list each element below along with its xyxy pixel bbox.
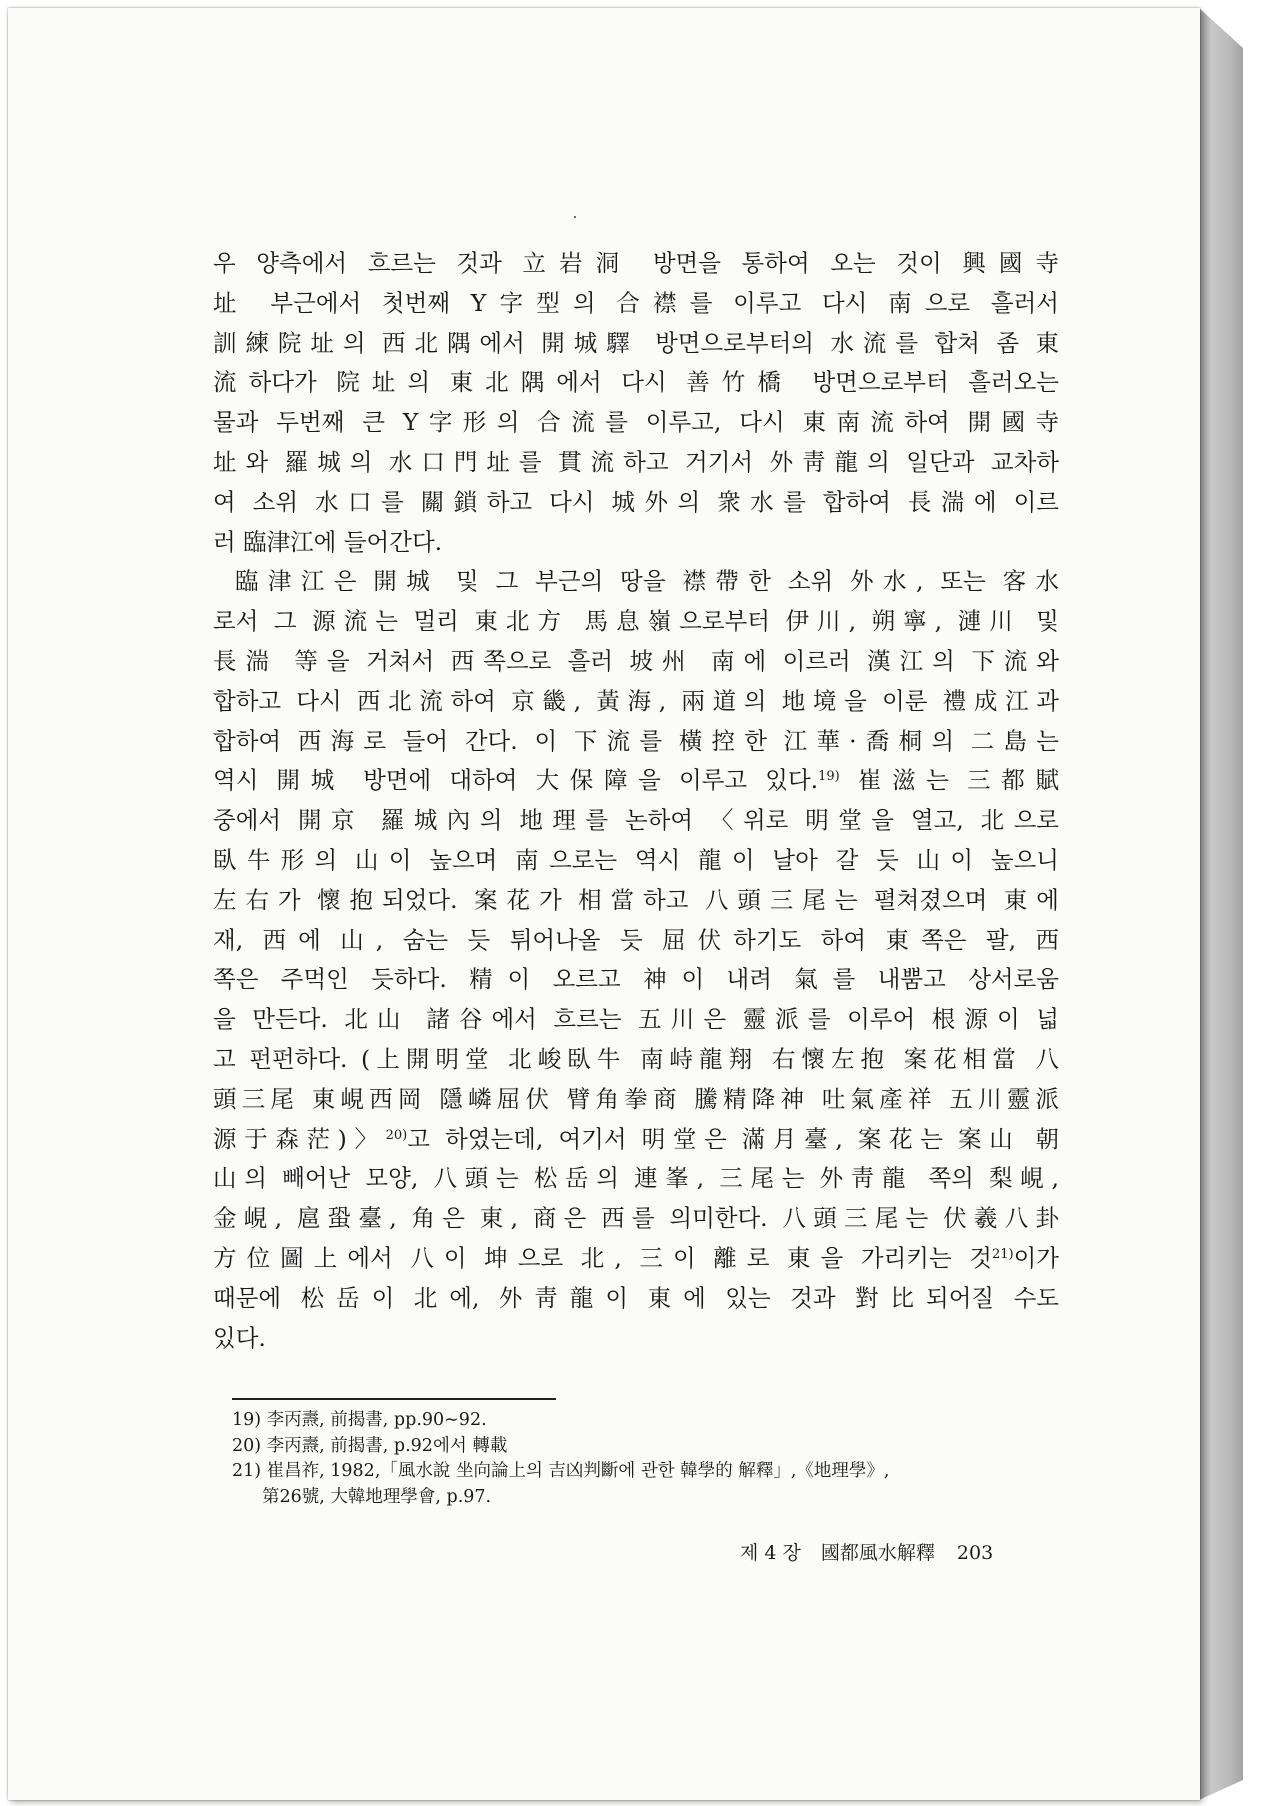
text-line: 재, 西에 山, 숨는 듯 튀어나올 듯 屈伏하기도 하여 東쪽은 팔, 西 <box>213 925 1059 954</box>
page-number: 203 <box>956 1542 994 1564</box>
text-line: 있다. <box>213 1323 266 1352</box>
footnotes <box>232 1408 1062 1510</box>
footnote-19: 19) 李丙燾, 前揭書, pp.90∼92. <box>232 1410 487 1430</box>
text-segment: 이가 <box>1013 1243 1059 1272</box>
text-line: 합하고 다시 西北流하여 京畿, 黃海, 兩道의 地境을 이룬 禮成江과 <box>213 686 1059 715</box>
text-line: 址 부근에서 첫번째 Y字型의 合襟를 이루고 다시 南으로 흘러서 <box>213 288 1059 317</box>
footnote-ref-20[interactable]: 20) <box>385 1127 408 1143</box>
text-line: 을 만든다. 北山 諸谷에서 흐르는 五川은 靈派를 이루어 根源이 넓 <box>213 1005 1059 1034</box>
book-page-edge <box>1199 8 1243 1800</box>
text-line: 여 소위 水口를 關鎖하고 다시 城外의 衆水를 합하여 長湍에 이르 <box>213 487 1059 516</box>
text-segment: 方位圖上에서 八이 坤으로 北, 三이 離로 東을 가리키는 것 <box>213 1243 992 1272</box>
chapter-label: 제 4 장 <box>740 1542 801 1564</box>
text-line: 頭三尾 東峴西岡 隱嶙屈伏 臂角拳商 騰精降神 吐氣產祥 五川靈派 <box>213 1084 1059 1113</box>
paragraph-2 <box>213 562 1059 1358</box>
text-line: 左右가 懷抱되었다. 案花가 相當하고 八頭三尾는 펼쳐졌으며 東에 <box>213 885 1059 914</box>
text-line: 址와 羅城의 水口門址를 貫流하고 거기서 外靑龍의 일단과 교차하 <box>213 447 1059 476</box>
text-line-with-footnote <box>213 1239 1059 1279</box>
text-line-with-footnote <box>213 761 1059 801</box>
text-line: 로서 그 源流는 멀리 東北方 馬息嶺으로부터 伊川, 朔寧, 漣川 및 <box>213 607 1059 636</box>
footnote-divider <box>232 1398 556 1400</box>
chapter-title: 國都風水解釋 <box>820 1542 935 1564</box>
text-line: 합하여 西海로 들어 간다. 이 下流를 橫控한 江華·喬桐의 二島는 <box>213 726 1059 755</box>
text-segment: 源于森茫)〉 <box>213 1124 386 1153</box>
text-line: 우 양측에서 흐르는 것과 立岩洞 방면을 통하여 오는 것이 興國寺 <box>213 249 1059 277</box>
text-line: 流하다가 院址의 東北隅에서 다시 善竹橋 방면으로부터 흘러오는 <box>213 368 1059 397</box>
text-line: 訓練院址의 西北隅에서 開城驛 방면으로부터의 水流를 합쳐 좀 東 <box>213 328 1059 357</box>
footnote-ref-21[interactable]: 21) <box>991 1246 1014 1262</box>
footnote-21: 21) 崔昌祚, 1982,「風水說 坐向論上의 吉凶判斷에 관한 韓學的 解釋」,《地理學》, <box>232 1461 890 1481</box>
text-segment: 고 하였는데, 여기서 明堂은 滿月臺, 案花는 案山 朝 <box>407 1124 1060 1153</box>
text-line: 중에서 開京 羅城內의 地理를 논하여 〈위로 明堂을 열고, 北으로 <box>213 806 1059 835</box>
body-text <box>213 244 1059 1358</box>
text-line: 러 臨津江에 들어간다. <box>213 527 443 556</box>
text-line: 때문에 松岳이 北에, 外靑龍이 東에 있는 것과 對比되어질 수도 <box>213 1283 1059 1312</box>
text-line: 金峴, 扈蛩臺, 角은 東, 商은 西를 의미한다. 八頭三尾는 伏羲八卦 <box>213 1204 1059 1233</box>
text-segment: 崔滋는 三都賦 <box>839 766 1059 795</box>
footnote-20: 20) 李丙燾, 前揭書, p.92에서 轉載 <box>232 1435 508 1456</box>
text-line: 고 펀펀하다. (上開明堂 北峻臥牛 南峙龍翔 右懷左抱 案花相當 八 <box>213 1044 1059 1073</box>
text-line: 山의 빼어난 모양, 八頭는 松岳의 連峯, 三尾는 外靑龍 쪽의 梨峴, <box>213 1164 1059 1193</box>
text-line: 쪽은 주먹인 듯하다. 精이 오르고 神이 내려 氣를 내뿜고 상서로움 <box>213 965 1059 994</box>
footnote-21-continued: 第26號, 大韓地理學會, p.97. <box>262 1486 492 1507</box>
text-line-with-footnote <box>213 1120 1059 1160</box>
text-line: 臨津江은 開城 및 그 부근의 땅을 襟帶한 소위 外水, 또는 客水 <box>235 567 1059 596</box>
page-speck <box>574 216 576 218</box>
paragraph-1 <box>213 244 1059 562</box>
footnote-ref-19[interactable]: 19) <box>818 769 840 785</box>
text-line: 臥牛形의 山이 높으며 南으로는 역시 龍이 날아 갈 듯 山이 높으니 <box>213 845 1059 874</box>
running-footer <box>740 1538 1060 1565</box>
text-line: 물과 두번째 큰 Y字形의 合流를 이루고, 다시 東南流하여 開國寺 <box>213 408 1059 437</box>
text-segment: 역시 開城 방면에 대하여 大保障을 이루고 있다. <box>213 766 819 795</box>
text-line: 長湍 等을 거쳐서 西쪽으로 흘러 坡州 南에 이르러 漢江의 下流와 <box>213 646 1059 675</box>
